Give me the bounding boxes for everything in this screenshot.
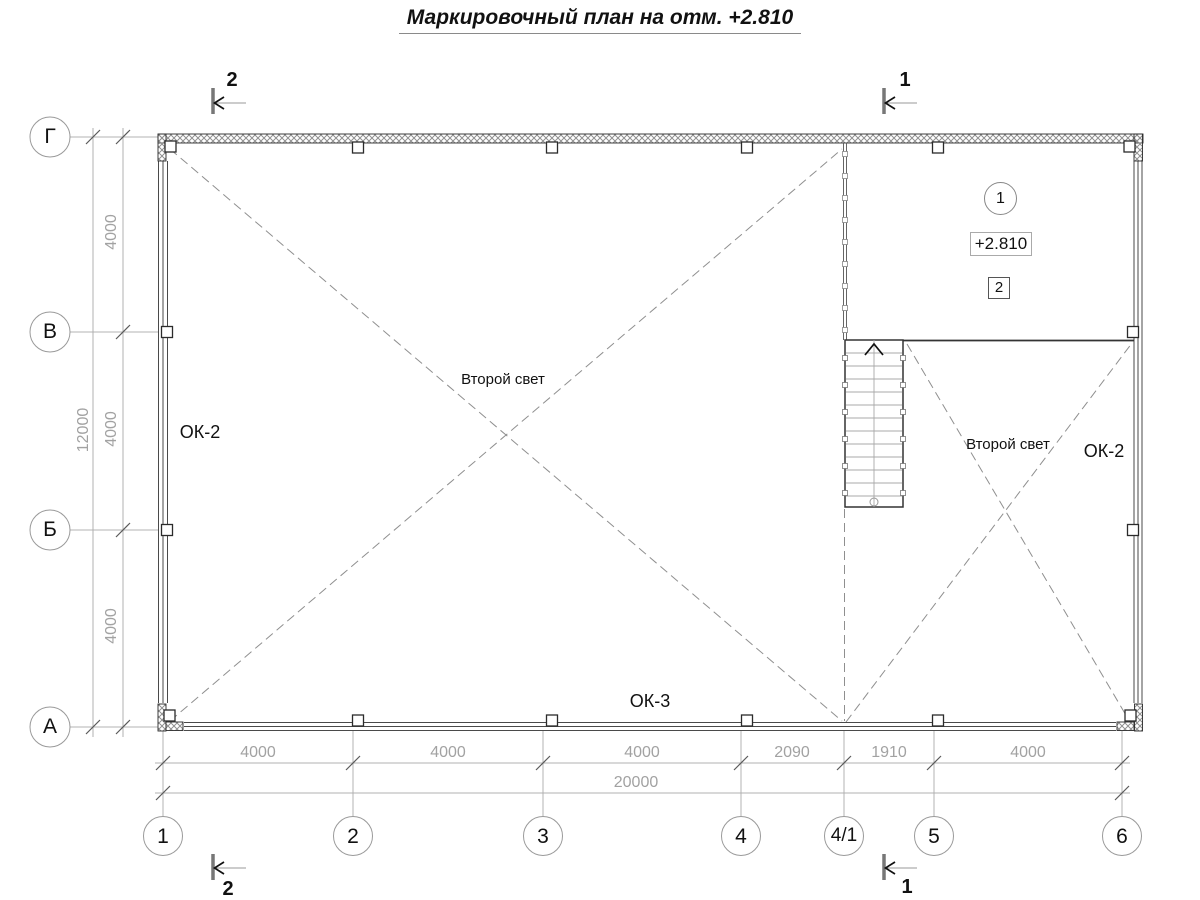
axis-label-b: Б xyxy=(43,518,57,541)
drawing-title-row xyxy=(0,6,1200,34)
section-label-top-right: 1 xyxy=(899,69,911,91)
window-label-left: ОК-2 xyxy=(179,422,221,442)
dim-bottom-3: 4000 xyxy=(624,744,660,761)
stairs xyxy=(843,340,906,507)
axis-label-3: 3 xyxy=(537,825,549,848)
section-label-bottom-right: 1 xyxy=(901,876,913,898)
dim-bottom-6: 4000 xyxy=(1010,744,1046,761)
dim-left-total: 12000 xyxy=(75,407,92,453)
section-label-top-left: 2 xyxy=(226,69,238,91)
dim-left-1: 4000 xyxy=(103,214,120,250)
corner-piers xyxy=(158,134,1143,731)
dim-bottom-2: 4000 xyxy=(430,744,466,761)
void-label-right: Второй свет xyxy=(966,436,1050,453)
top-wall xyxy=(158,134,1143,143)
elevation-marker: +2.810 xyxy=(970,232,1032,256)
detail-marker: 2 xyxy=(988,277,1010,299)
dim-bottom-5: 1910 xyxy=(871,744,907,761)
section-mark-bottom-left xyxy=(213,854,246,880)
void-label-left: Второй свет xyxy=(461,371,545,388)
window-label-right: ОК-2 xyxy=(1083,441,1125,461)
axis-label-4-1: 4/1 xyxy=(830,825,858,846)
axis-label-6: 6 xyxy=(1116,825,1128,848)
axis-label-2: 2 xyxy=(347,825,359,848)
axis-label-a: А xyxy=(42,715,57,738)
axis-lines xyxy=(70,137,1122,816)
interior-partition xyxy=(843,143,848,340)
axis-label-g: Г xyxy=(44,125,56,148)
axis-label-v: В xyxy=(42,320,57,343)
window-label-bottom: ОК-3 xyxy=(629,691,671,711)
dim-bottom-1: 4000 xyxy=(240,744,276,761)
axis-label-4: 4 xyxy=(735,825,747,848)
dim-bottom-4: 2090 xyxy=(774,744,810,761)
dim-left-2: 4000 xyxy=(103,411,120,447)
drawing-title: Маркировочный план на отм. +2.810 xyxy=(399,6,801,34)
axis-label-5: 5 xyxy=(928,825,940,848)
axis-bubbles xyxy=(30,117,1142,856)
node-marker: 1 xyxy=(984,182,1017,215)
dim-bottom-total: 20000 xyxy=(613,774,659,791)
columns xyxy=(162,141,1139,726)
section-label-bottom-left: 2 xyxy=(222,878,234,900)
dim-left-3: 4000 xyxy=(103,608,120,644)
axis-label-1: 1 xyxy=(157,825,169,848)
